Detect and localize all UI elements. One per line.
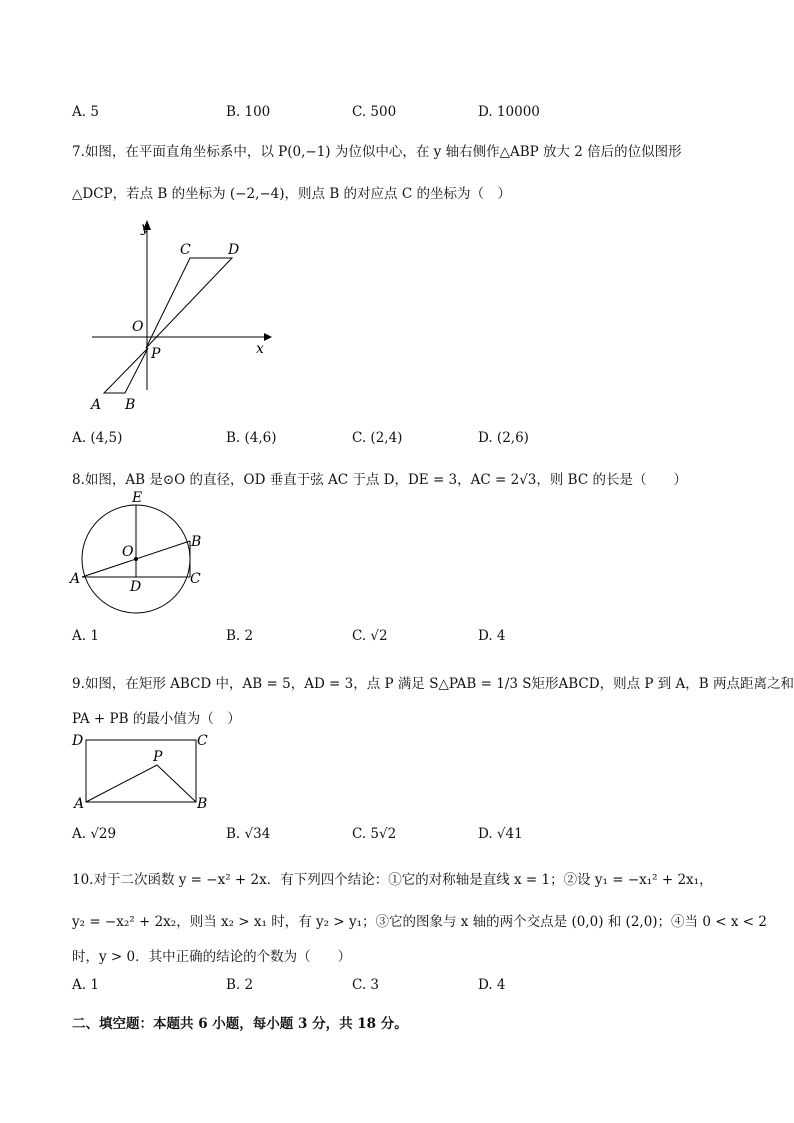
q7-stem-line1: 7.如图，在平面直角坐标系中，以 P(0,−1) 为位似中心，在 y 轴右侧作△ABP 放大 2 倍后的位似图形 xyxy=(72,144,682,160)
label-p: P xyxy=(151,346,161,362)
q10-options xyxy=(72,977,732,997)
q10-stem-line1: 10.对于二次函数 y = −x² + 2x．有下列四个结论：①它的对称轴是直线 x = 1；②设 y₁ = −x₁² + 2x₁， xyxy=(72,872,713,888)
q10-option-b: B. 2 xyxy=(226,977,254,993)
q9-options xyxy=(72,826,732,846)
q6-option-c: C. 500 xyxy=(352,104,397,120)
q8-options xyxy=(72,628,732,648)
q9-option-a: A. √29 xyxy=(72,826,117,842)
label-c: C xyxy=(190,571,201,587)
path-apb xyxy=(86,765,196,802)
label-b: B xyxy=(191,534,202,550)
label-a: A xyxy=(70,571,81,587)
x-axis-label: x xyxy=(256,341,264,357)
q9-option-d: D. √41 xyxy=(478,826,523,842)
center-dot xyxy=(134,557,138,561)
label-o: O xyxy=(132,319,144,335)
rectangle-abcd xyxy=(86,740,196,802)
q7-stem-line2: △DCP，若点 B 的坐标为 (−2,−4)，则点 B 的对应点 C 的坐标为（ ） xyxy=(72,186,511,202)
label-a: A xyxy=(91,397,102,413)
q8-option-b: B. 2 xyxy=(226,628,254,644)
q6-option-b: B. 100 xyxy=(226,104,271,120)
label-b: B xyxy=(125,397,136,413)
q8-option-d: D. 4 xyxy=(478,628,506,644)
label-b: B xyxy=(197,796,208,812)
q8-option-c: C. √2 xyxy=(352,628,388,644)
triangle-abp xyxy=(104,348,148,393)
q6-option-d: D. 10000 xyxy=(478,104,540,120)
q9-rectangle-figure xyxy=(68,728,218,812)
q7-coordinate-figure xyxy=(80,212,280,414)
q7-option-a: A. (4,5) xyxy=(72,430,123,446)
label-c: C xyxy=(197,733,208,749)
q7-option-b: B. (4,6) xyxy=(226,430,277,446)
label-e: E xyxy=(132,490,143,506)
label-d: D xyxy=(72,733,84,749)
q10-option-a: A. 1 xyxy=(72,977,99,993)
q6-option-a: A. 5 xyxy=(72,104,99,120)
triangle-dcp xyxy=(146,258,232,348)
q7-option-c: C. (2,4) xyxy=(352,430,403,446)
x-axis-arrow-icon xyxy=(264,333,272,341)
q9-stem-line2: PA + PB 的最小值为（ ） xyxy=(72,711,241,727)
q8-stem-line1: 8.如图，AB 是⊙O 的直径，OD 垂直于弦 AC 于点 D，DE = 3，AC = 2√3，则 BC 的长是（ ） xyxy=(72,472,687,488)
y-axis-label: y xyxy=(141,220,149,236)
q9-option-c: C. 5√2 xyxy=(352,826,397,842)
q8-circle-figure xyxy=(68,488,218,618)
q10-option-d: D. 4 xyxy=(478,977,506,993)
q10-stem-line2: y₂ = −x₂² + 2x₂，则当 x₂ > x₁ 时，有 y₂ > y₁；③它的图象与 x 轴的两个交点是 (0,0) 和 (2,0)；④当 0 < x < 2 xyxy=(72,914,767,930)
label-o: O xyxy=(122,544,134,560)
q7-option-d: D. (2,6) xyxy=(478,430,529,446)
q9-option-b: B. √34 xyxy=(226,826,271,842)
label-a: A xyxy=(74,796,85,812)
label-d: D xyxy=(228,242,240,258)
q7-options xyxy=(72,430,732,450)
q8-option-a: A. 1 xyxy=(72,628,99,644)
label-c: C xyxy=(180,242,191,258)
label-d: D xyxy=(130,579,142,595)
section-2-heading: 二、填空题：本题共 6 小题，每小题 3 分，共 18 分。 xyxy=(72,1016,408,1032)
label-p: P xyxy=(153,749,163,765)
q6-options xyxy=(72,104,732,124)
q10-option-c: C. 3 xyxy=(352,977,380,993)
q10-stem-line3: 时，y > 0．其中正确的结论的个数为（ ） xyxy=(72,949,352,965)
q9-stem-line1: 9.如图，在矩形 ABCD 中，AB = 5，AD = 3，点 P 满足 S△PAB = 1/3 S矩形ABCD，则点 P 到 A，B 两点距离之和 xyxy=(72,676,794,692)
